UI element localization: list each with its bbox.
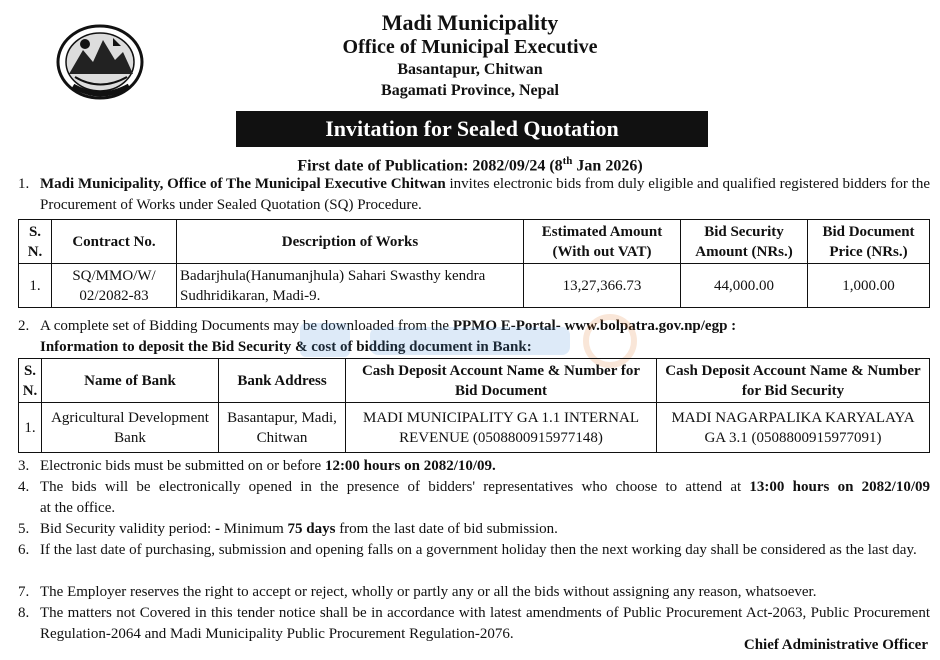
municipality-name: Madi Municipality	[381, 10, 559, 35]
col-sn: S. N.	[19, 220, 52, 264]
office-address: Basantapur, Chitwan	[397, 61, 543, 78]
province: Bagamati Province, Nepal	[381, 82, 559, 99]
point-7: 7. The Employer reserves the right to accept or reject, wholly or partly any or all the bids without assigning any reason, whatsoever.	[18, 584, 817, 600]
col-bid-security: Bid Security Amount (NRs.)	[681, 220, 808, 264]
publication-date: First date of Publication: 2082/09/24 (8th Jan 2026)	[297, 155, 643, 175]
table-row: 1. SQ/MMO/W/ 02/2082-83 Badarjhula(Hanumanjhula) Sahari Swasthy kendra Sudhridikaran, Madi-9. 13,27,366.73 44,000.00 1,000.00	[19, 264, 930, 308]
table-row: 1. Agricultural Development Bank Basantapur, Madi, Chitwan MADI MUNICIPALITY GA 1.1 INTERNAL REVENUE (0508800915977148) MADI NAGARPALIKA KARYALAYA GA 3.1 (0508800915977091)	[19, 403, 930, 453]
col-bank-name: Name of Bank	[42, 359, 219, 403]
letterhead	[0, 10, 940, 101]
col-estimated-amount: Estimated Amount (With out VAT)	[524, 220, 681, 264]
col-bank-address: Bank Address	[219, 359, 346, 403]
col-contract-no: Contract No.	[52, 220, 177, 264]
office-name: Office of Municipal Executive	[342, 36, 598, 58]
col-account-bid-security: Cash Deposit Account Name & Number for Bid Security	[657, 359, 930, 403]
notice-title: Invitation for Sealed Quotation	[236, 111, 708, 147]
col-bid-document-price: Bid Document Price (NRs.)	[808, 220, 930, 264]
col-account-bid-document: Cash Deposit Account Name & Number for Bid Document	[346, 359, 657, 403]
bank-table	[18, 358, 930, 453]
point-1: 1. Madi Municipality, Office of The Municipal Executive Chitwan invites electronic bids from duly eligible and qualified registered bidders for the Procurement of Works under Sealed Quotation (SQ) Procedure.	[18, 176, 930, 213]
signature-title: Chief Administrative Officer	[743, 637, 928, 653]
works-table	[18, 219, 930, 308]
point-4: 4. The bids will be electronically opened in the presence of bidders' representatives who choose to attend at 13:00 hours on 2082/10/09 at the office.	[18, 479, 930, 516]
point-8: 8. The matters not Covered in this tender notice shall be in accordance with latest amendments of Public Procurement Act-2063, Public Procurement Regulation-2064 and Madi Municipality Public Procurement Regulation-2076.	[18, 605, 930, 642]
col-sn: S. N.	[19, 359, 42, 403]
col-description: Description of Works	[177, 220, 524, 264]
point-5: 5. Bid Security validity period: - Minimum 75 days from the last date of bid submission.	[18, 521, 558, 537]
point-2: 2. A complete set of Bidding Documents may be downloaded from the PPMO E-Portal- www.bolpatra.gov.np/egp : Information to deposit the Bid Security & cost of bidding document in Bank:	[18, 318, 737, 355]
point-3: 3. Electronic bids must be submitted on or before 12:00 hours on 2082/10/09.	[18, 458, 496, 474]
point-6: 6. If the last date of purchasing, submission and opening falls on a government holiday then the next working day shall be considered as the last day.	[18, 542, 917, 558]
